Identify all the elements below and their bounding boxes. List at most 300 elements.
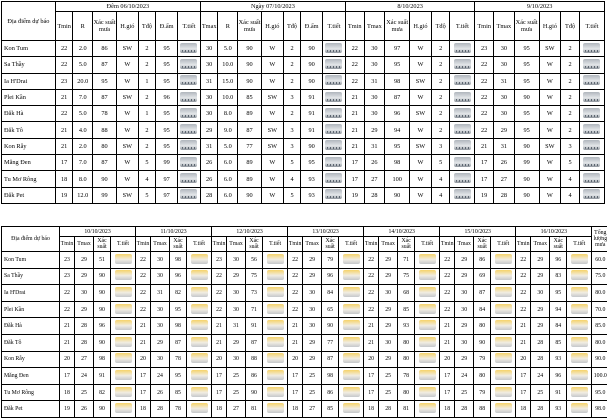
value-cell: 3 [431,138,450,154]
value-cell: 95 [93,73,117,89]
weather-cell [579,41,604,57]
cloud-rain-icon [583,108,600,118]
value-cell: 30 [227,351,246,368]
sun-cloud-rain-icon [495,370,512,380]
value-cell: 95 [514,122,539,138]
value-cell: 2 [283,41,301,57]
weather-cell [263,351,288,368]
weather-cell [187,368,212,385]
value-cell: 20.0 [73,73,93,89]
value-cell: 29 [455,351,474,368]
cloud-rain-icon [325,189,342,199]
value-cell: 7.0 [73,155,93,171]
value-cell: 91 [301,89,323,105]
value-cell: 95 [301,155,323,171]
value-cell: 17 [516,384,531,401]
column-header: T.tiết [178,12,201,41]
value-cell: 5 [431,155,450,171]
value-cell: 31 [493,138,514,154]
cloud-rain-icon [454,140,471,150]
column-header: H.gió [539,12,561,41]
value-cell: 26 [75,401,94,418]
value-cell: 20 [136,351,151,368]
location-name: Đăk Pet [2,187,56,203]
cloud-rain-icon [180,140,197,150]
sun-cloud-rain-icon [419,287,436,297]
date-group-header: 13/10/2023 [288,227,364,237]
value-cell: 90 [238,73,262,89]
value-cell: 30 [364,106,385,122]
value-cell: 88 [474,401,491,418]
value-cell: 30 [151,268,170,285]
value-cell: 80 [474,368,491,385]
weather-cell [579,57,604,73]
column-header: Tmin [475,12,494,41]
sun-cloud-rain-icon [419,370,436,380]
value-cell: 17 [288,384,303,401]
value-cell: 21 [55,89,73,105]
value-cell: 5 [561,155,580,171]
value-cell: 96 [385,106,410,122]
value-cell: 78 [93,106,117,122]
value-cell: 22 [136,285,151,302]
value-cell: 18 [60,384,75,401]
value-cell: 22 [55,41,73,57]
value-cell: W [410,122,432,138]
value-cell: 87 [238,122,262,138]
value-cell: 12.0 [73,187,93,203]
cloud-rain-icon [180,43,197,53]
cloud-rain-icon [180,157,197,167]
column-header: Tmin [440,237,455,252]
value-cell: 22 [212,285,227,302]
sun-cloud-rain-icon [495,270,512,280]
value-cell: 21 [136,318,151,335]
weather-cell [178,122,201,138]
sun-cloud-rain-icon [343,337,360,347]
value-cell: 25 [227,368,246,385]
weather-cell [187,285,212,302]
column-header: Tđộ [431,12,450,41]
value-cell: 2 [138,89,156,105]
weather-cell [415,401,440,418]
value-cell: 80 [398,351,415,368]
weather-cell [491,318,516,335]
weather-cell [450,106,475,122]
weather-cell [415,384,440,401]
column-header: Xác suất [246,237,263,252]
sun-cloud-rain-icon [495,403,512,413]
value-cell: 93 [301,171,323,187]
weather-cell [339,351,364,368]
value-cell: 89 [238,106,262,122]
value-cell: 25 [531,384,550,401]
value-cell: 29 [531,318,550,335]
value-cell: 28 [493,187,514,203]
cloud-rain-icon [454,59,471,69]
value-cell: W [539,187,561,203]
weather-cell [323,138,346,154]
value-cell: 10.0 [218,89,238,105]
weather-cell [323,155,346,171]
sun-cloud-rain-icon [267,304,284,314]
weather-cell [339,401,364,418]
value-cell: 2 [561,89,580,105]
sun-cloud-rain-icon [419,353,436,363]
value-cell: 25 [303,384,322,401]
sun-cloud-rain-icon [419,304,436,314]
column-header: T.tiết [450,12,475,41]
weather-cell [111,285,136,302]
cloud-rain-icon [583,140,600,150]
table-row [2,73,605,89]
value-cell: 96 [322,268,339,285]
cloud-rain-icon [454,92,471,102]
column-header: Tmin [364,237,379,252]
value-cell: 96 [550,368,567,385]
table-row [2,171,605,187]
cloud-rain-icon [325,140,342,150]
table-row [2,318,607,335]
total-rain-cell: 95.0 [592,384,607,401]
value-cell: 22 [364,285,379,302]
weather-cell [579,187,604,203]
value-cell: 27 [493,171,514,187]
value-cell: 90 [94,334,111,351]
value-cell: W [410,171,432,187]
weather-cell [263,285,288,302]
total-rain-cell: 80.0 [592,285,607,302]
table-row [2,351,607,368]
value-cell: 21 [288,318,303,335]
value-cell: 8.0 [218,106,238,122]
value-cell: 9.0 [218,122,238,138]
sun-cloud-rain-icon [343,353,360,363]
value-cell: 22 [60,301,75,318]
sun-cloud-rain-icon [495,254,512,264]
sun-cloud-rain-icon [267,403,284,413]
value-cell: 27 [364,171,385,187]
value-cell: 85 [238,89,262,105]
value-cell: 75 [398,268,415,285]
sun-cloud-rain-icon [571,320,588,330]
value-cell: W [261,57,283,73]
value-cell: 2 [431,122,450,138]
weather-cell [187,318,212,335]
value-cell: 24 [151,368,170,385]
value-cell: 95 [514,73,539,89]
value-cell: 30 [200,57,218,73]
value-cell: 24 [455,368,474,385]
value-cell: 80 [398,334,415,351]
value-cell: 22 [440,285,455,302]
value-cell: 21 [60,318,75,335]
value-cell: 30 [151,351,170,368]
sun-cloud-rain-icon [343,254,360,264]
value-cell: W [539,122,561,138]
value-cell: SW [116,41,138,57]
weather-cell [450,187,475,203]
sun-cloud-rain-icon [115,270,132,280]
weather-cell [323,89,346,105]
weather-cell [323,41,346,57]
column-header: Xác suất [398,237,415,252]
value-cell: 21 [516,318,531,335]
weather-cell [111,368,136,385]
value-cell: 2.0 [73,41,93,57]
value-cell: 3 [283,89,301,105]
sun-cloud-rain-icon [191,287,208,297]
weather-cell [415,368,440,385]
value-cell: 25 [379,384,398,401]
column-header: Tmax [303,237,322,252]
value-cell: 22 [475,122,494,138]
value-cell: 90 [93,171,117,187]
date-group-header: 16/10/2023 [516,227,592,237]
table-row [2,89,605,105]
value-cell: 86 [322,384,339,401]
value-cell: 90 [322,318,339,335]
column-header: H.gió [116,12,138,41]
sun-cloud-rain-icon [495,304,512,314]
value-cell: 18 [212,401,227,418]
location-name: Kon Rẫy [2,138,56,154]
value-cell: 24 [75,368,94,385]
value-cell: 20 [212,351,227,368]
value-cell: W [116,57,138,73]
value-cell: 30 [379,285,398,302]
cloud-rain-icon [583,189,600,199]
value-cell: 30 [531,285,550,302]
cloud-rain-icon [180,59,197,69]
value-cell: 90 [514,138,539,154]
value-cell: 17 [345,171,364,187]
value-cell: 2.0 [73,138,93,154]
sun-cloud-rain-icon [191,353,208,363]
value-cell: 80 [398,384,415,401]
value-cell: 2 [431,89,450,105]
value-cell: W [261,171,283,187]
value-cell: 30 [493,57,514,73]
sun-cloud-rain-icon [191,337,208,347]
column-header: Tmax [75,237,94,252]
weather-cell [263,368,288,385]
location-name: Măng Đen [2,368,60,385]
cloud-rain-icon [180,75,197,85]
cloud-rain-icon [583,124,600,134]
value-cell: 29 [200,122,218,138]
value-cell: 20 [288,351,303,368]
weather-cell [450,57,475,73]
value-cell: 84 [550,318,567,335]
value-cell: 86 [93,41,117,57]
weather-cell [415,318,440,335]
weather-cell [579,138,604,154]
weather-cell [323,57,346,73]
value-cell: 2 [561,41,580,57]
total-rain-cell: 90.0 [592,351,607,368]
sun-cloud-rain-icon [115,370,132,380]
value-cell: 18 [136,401,151,418]
value-cell: 22 [136,268,151,285]
value-cell: 90 [94,268,111,285]
value-cell: 79 [322,252,339,269]
value-cell: 19 [345,187,364,203]
value-cell: 90 [301,57,323,73]
value-cell: 29 [379,268,398,285]
value-cell: 22 [55,57,73,73]
value-cell: 86 [474,252,491,269]
value-cell: 17 [516,368,531,385]
value-cell: 91 [94,368,111,385]
sun-cloud-rain-icon [571,403,588,413]
value-cell: 85 [322,401,339,418]
value-cell: 95 [156,73,178,89]
sun-cloud-rain-icon [419,320,436,330]
value-cell: 29 [303,351,322,368]
total-rain-header: Tổng lượng mưa [592,227,607,252]
sun-cloud-rain-icon [191,320,208,330]
table-row [2,401,607,418]
value-cell: 22 [516,268,531,285]
value-cell: 29 [455,318,474,335]
value-cell: 4 [431,171,450,187]
weather-cell [579,155,604,171]
column-header: Tmax [227,237,246,252]
location-name: Đăk Hà [2,106,56,122]
weather-cell [339,318,364,335]
value-cell: 29 [227,268,246,285]
value-cell: 17 [288,368,303,385]
value-cell: 4.0 [73,122,93,138]
sun-cloud-rain-icon [267,270,284,280]
value-cell: 51 [94,252,111,269]
value-cell: 22 [212,268,227,285]
weather-cell [111,334,136,351]
value-cell: SW [410,138,432,154]
value-cell: 22 [60,285,75,302]
weather-cell [491,384,516,401]
value-cell: 10.0 [218,57,238,73]
date-group-header: 8/10/2023 [345,2,474,12]
weather-cell [567,268,592,285]
weather-cell [178,89,201,105]
column-header: Tmax [364,12,385,41]
cloud-rain-icon [325,92,342,102]
sun-cloud-rain-icon [571,387,588,397]
value-cell: 21 [345,106,364,122]
date-group-header: 14/10/2023 [364,227,440,237]
column-header: Đ.ẩm [301,12,323,41]
weather-cell [415,268,440,285]
weather-cell [187,351,212,368]
location-name: Plei Kần [2,301,60,318]
column-header: Tmin [212,237,227,252]
value-cell: 2 [561,73,580,89]
cloud-rain-icon [454,43,471,53]
value-cell: 26 [200,155,218,171]
cloud-rain-icon [325,59,342,69]
value-cell: 22 [136,252,151,269]
value-cell: 24 [531,368,550,385]
weather-cell [415,334,440,351]
value-cell: 93 [550,351,567,368]
value-cell: 98 [322,368,339,385]
value-cell: 29 [455,268,474,285]
value-cell: 25 [303,368,322,385]
value-cell: 30 [200,106,218,122]
forecast-table-extended-range [1,226,607,418]
corner-label: Địa điểm dự báo [2,227,60,252]
value-cell: 6.0 [218,155,238,171]
value-cell: 22 [475,89,494,105]
value-cell: 2 [431,106,450,122]
value-cell: W [261,73,283,89]
value-cell: 22 [475,57,494,73]
weather-cell [339,268,364,285]
value-cell: W [261,155,283,171]
location-name: Sa Thầy [2,57,56,73]
value-cell: 90 [301,73,323,89]
value-cell: 23 [60,252,75,269]
value-cell: 22 [288,301,303,318]
value-cell: 5.0 [218,41,238,57]
value-cell: 21 [475,138,494,154]
value-cell: 29 [379,301,398,318]
value-cell: 17 [136,384,151,401]
value-cell: 21 [345,122,364,138]
weather-cell [450,155,475,171]
value-cell: 17 [440,368,455,385]
weather-cell [339,285,364,302]
corner-label: Địa điểm dự báo [2,2,56,41]
value-cell: 95 [170,368,187,385]
cloud-rain-icon [583,173,600,183]
sun-cloud-rain-icon [495,287,512,297]
cloud-rain-icon [454,108,471,118]
sun-cloud-rain-icon [343,387,360,397]
value-cell: 17 [212,384,227,401]
weather-cell [187,301,212,318]
location-name: Tu Mơ Rông [2,171,56,187]
value-cell: 17 [364,368,379,385]
value-cell: 3 [283,138,301,154]
sun-cloud-rain-icon [571,270,588,280]
value-cell: 98 [385,155,410,171]
weather-cell [178,171,201,187]
location-name: Sa Thầy [2,268,60,285]
value-cell: 93 [550,401,567,418]
sun-cloud-rain-icon [343,270,360,280]
weather-cell [567,334,592,351]
weather-cell [450,138,475,154]
date-group-header: 9/10/2023 [475,2,605,12]
value-cell: 29 [455,252,474,269]
value-cell: 4 [561,187,580,203]
column-header: Xác suất [94,237,111,252]
sun-cloud-rain-icon [191,370,208,380]
value-cell: 18 [288,401,303,418]
column-header: Xác suất mưa [238,12,262,41]
sun-cloud-rain-icon [343,403,360,413]
value-cell: 3 [283,122,301,138]
sun-cloud-rain-icon [191,403,208,413]
value-cell: 4 [138,171,156,187]
value-cell: 29 [379,318,398,335]
weather-cell [111,318,136,335]
value-cell: 81 [246,401,263,418]
value-cell: 28 [151,401,170,418]
